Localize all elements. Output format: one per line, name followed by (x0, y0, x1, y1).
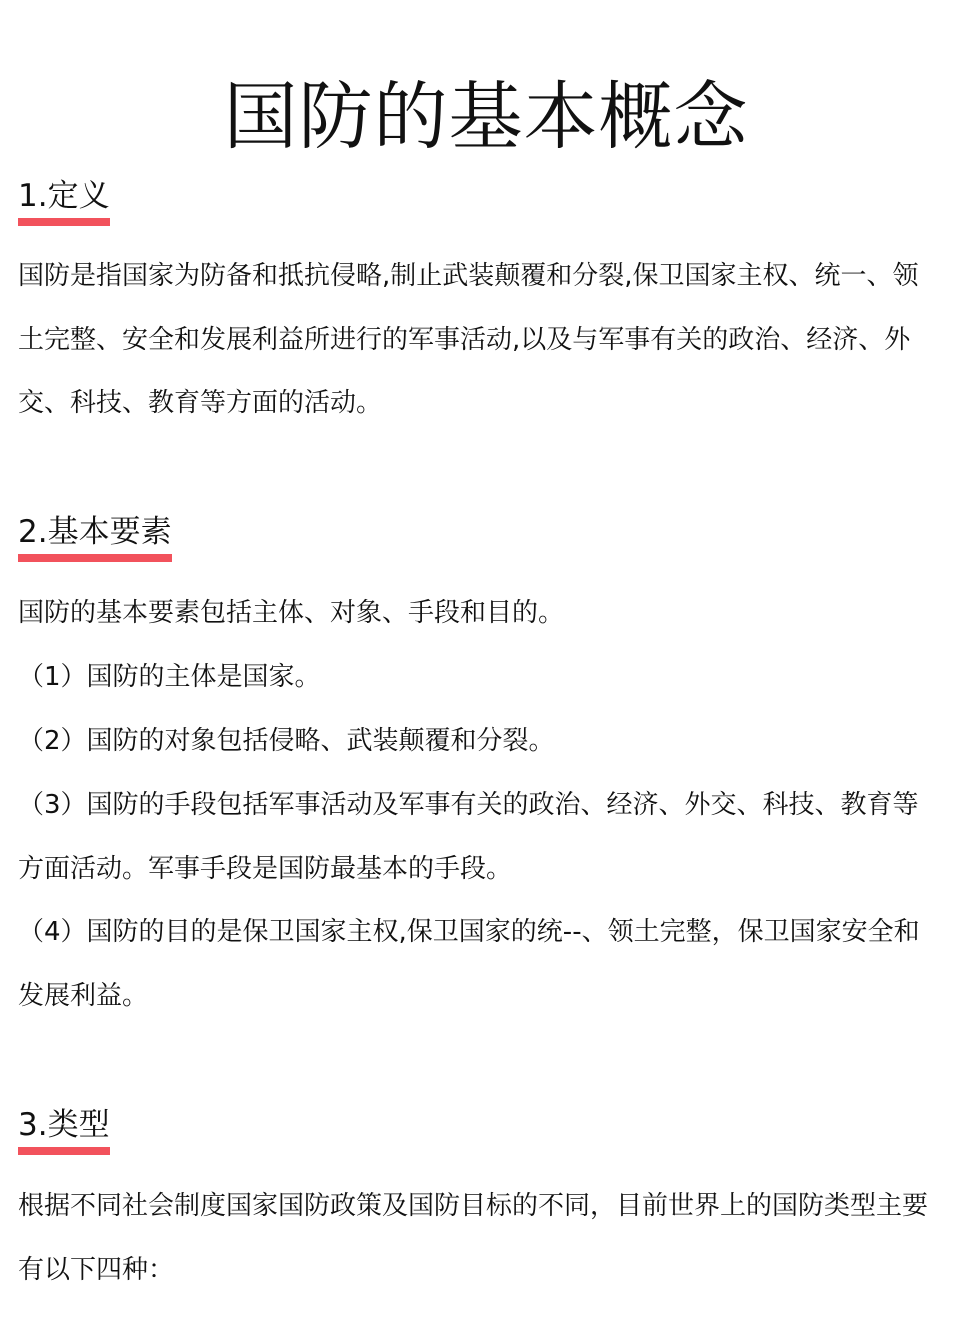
definition-paragraph: 国防是指国家为防备和抵抗侵略,制止武装颠覆和分裂,保卫国家主权、统一、领土完整、安全和发展利益所进行的军事活动,以及与军事有关的政治、经济、外交、科技、教育等方面的活动。 (18, 261, 919, 418)
heading-underline (18, 554, 172, 562)
page-title: 国防的基本概念 (223, 73, 749, 160)
heading-underline (18, 1147, 110, 1155)
section-heading-label: 1.定义 (18, 178, 110, 214)
element-item-subject: （1）国防的主体是国家。 (18, 662, 321, 692)
types-paragraph: 根据不同社会制度国家国防政策及国防目标的不同，目前世界上的国防类型主要有以下四种： (18, 1191, 929, 1285)
section-heading-label: 2.基本要素 (18, 514, 172, 550)
elements-intro-paragraph: 国防的基本要素包括主体、对象、手段和目的。 (18, 598, 565, 628)
section-heading-basic-elements (18, 512, 172, 552)
element-item-purpose: （4）国防的目的是保卫国家主权,保卫国家的统--、领土完整，保卫国家安全和发展利益。 (18, 917, 920, 1011)
section-heading-label: 3.类型 (18, 1107, 110, 1143)
heading-underline (18, 218, 110, 226)
element-item-object: （2）国防的对象包括侵略、武装颠覆和分裂。 (18, 726, 555, 756)
section-heading-types (18, 1105, 110, 1145)
section-heading-definition (18, 176, 110, 216)
element-item-means: （3）国防的手段包括军事活动及军事有关的政治、经济、外交、科技、教育等方面活动。军事手段是国防最基本的手段。 (18, 790, 919, 884)
